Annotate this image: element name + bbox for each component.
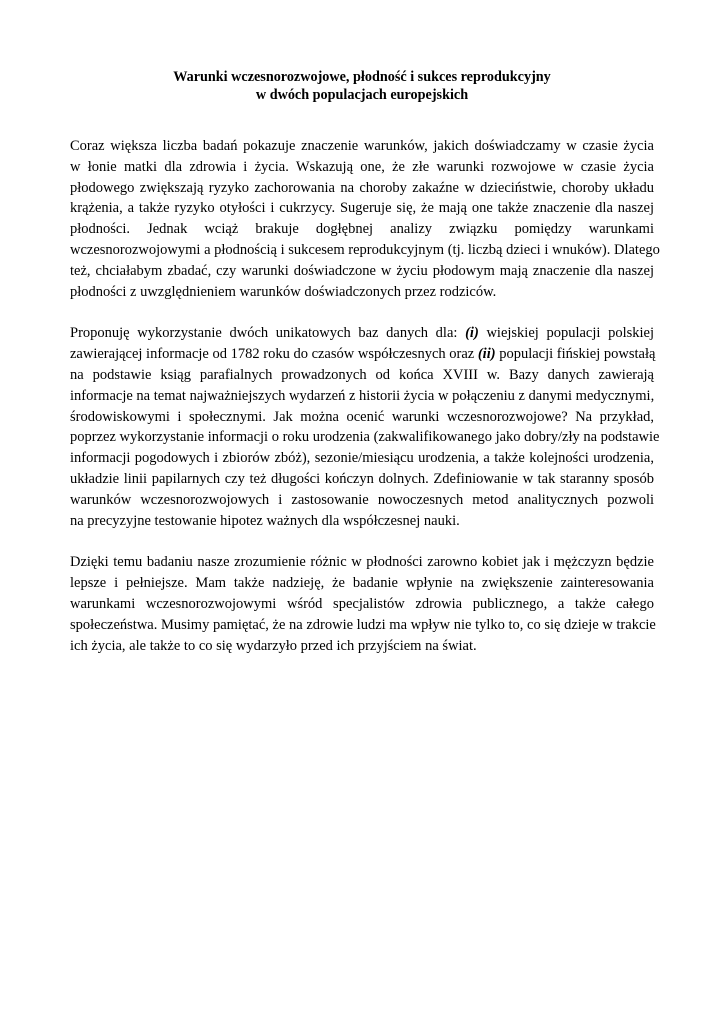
text-line: społeczeństwa. Musimy pamiętać, że na zdrowie ludzi ma wpływ nie tylko to, co się dzieje w trakcie [70, 616, 656, 633]
text-line: warunkami wczesnorozwojowymi wśród specjalistów zdrowia publicznego, a także całego [70, 595, 654, 612]
text-line: warunków wczesnorozwojowych i zastosowanie nowoczesnych metod analitycznych pozwoli [70, 491, 654, 508]
text-line: środowiskowymi i społecznymi. Jak można ocenić warunki wczesnorozwojowe? Na przykład, [70, 408, 654, 425]
text-line: płodowego zwiększają ryzyko zachorowania na choroby zakaźne w dzieciństwie, choroby układu [70, 179, 654, 196]
document-body [70, 136, 660, 677]
text-line: płodności. Jednak wciąż brakuje dogłębnej analizy związku pomiędzy warunkami [70, 221, 654, 238]
list-marker: (i) [465, 325, 479, 342]
text-fragment: zawierającej informacje od 1782 roku do czasów współczesnych oraz [70, 346, 478, 363]
text-line: lepsze i pełniejsze. Mam także nadzieję, że badanie wpłynie na zwiększenie zainteresowania [70, 575, 654, 592]
text-line: Coraz większa liczba badań pokazuje znaczenie warunków, jakich doświadczamy w czasie życia [70, 138, 654, 154]
text-fragment: populacji fińskiej powstałą [495, 346, 656, 363]
text-line: na podstawie ksiąg parafialnych prowadzonych od końca XVIII w. Bazy danych zawierają [70, 366, 654, 383]
text-line: informacje na temat najważniejszych wydarzeń z historii życia w połączeniu z danymi medycznymi, [70, 387, 655, 404]
paragraph-1 [70, 136, 660, 302]
text-line: informacji pogodowych i zbiorów zbóż), sezonie/miesiącu urodzenia, a także kolejności urodzenia, [70, 450, 654, 467]
text-fragment: Proponuję wykorzystanie dwóch unikatowych baz danych dla: [70, 325, 466, 342]
text-line: wczesnorozwojowymi a płodnością i sukcesem reprodukcyjnym (tj. liczbą dzieci i wnuków). Dlatego [70, 241, 660, 258]
text-line [70, 323, 654, 344]
text-line: też, chciałabym zbadać, czy warunki doświadczone w życiu płodowym mają znaczenie dla naszej [70, 262, 654, 279]
title-line-1: Warunki wczesnorozwojowe, płodność i sukces reprodukcyjny [173, 69, 551, 85]
text-line: Dzięki temu badaniu nasze zrozumienie różnic w płodności zarowno kobiet jak i mężczyzn będzie [70, 554, 654, 571]
text-line: w łonie matki dla zdrowia i życia. Wskazują one, że złe warunki rozwojowe w czasie życia [70, 158, 654, 175]
title-line-2: w dwóch populacjach europejskich [255, 87, 469, 103]
text-line: na precyzyjne testowanie hipotez ważnych dla współczesnej nauki. [70, 512, 460, 529]
text-line: krążenia, a także ryzyko otyłości i cukrzycy. Sugeruje się, że mają one także znaczenie dla naszej [70, 200, 654, 217]
document-title [70, 68, 654, 104]
text-line: ich życia, ale także to co się wydarzyło przed ich przyjściem na świat. [70, 637, 477, 654]
list-marker: (ii) [477, 346, 496, 363]
text-line: poprzez wykorzystanie informacji o roku urodzenia (zakwalifikowanego jako dobry/zły na podstawie [70, 429, 660, 446]
text-line: układzie linii papilarnych czy też długości kończyn dolnych. Zdefiniowanie w tak staranny sposób [70, 470, 654, 487]
paragraph-3 [70, 552, 654, 656]
paragraph-2 [70, 323, 660, 531]
text-line [70, 344, 654, 365]
text-fragment: wiejskiej populacji polskiej [478, 325, 654, 342]
text-line: płodności z uwzględnieniem warunków doświadczonych przez rodziców. [70, 283, 497, 300]
